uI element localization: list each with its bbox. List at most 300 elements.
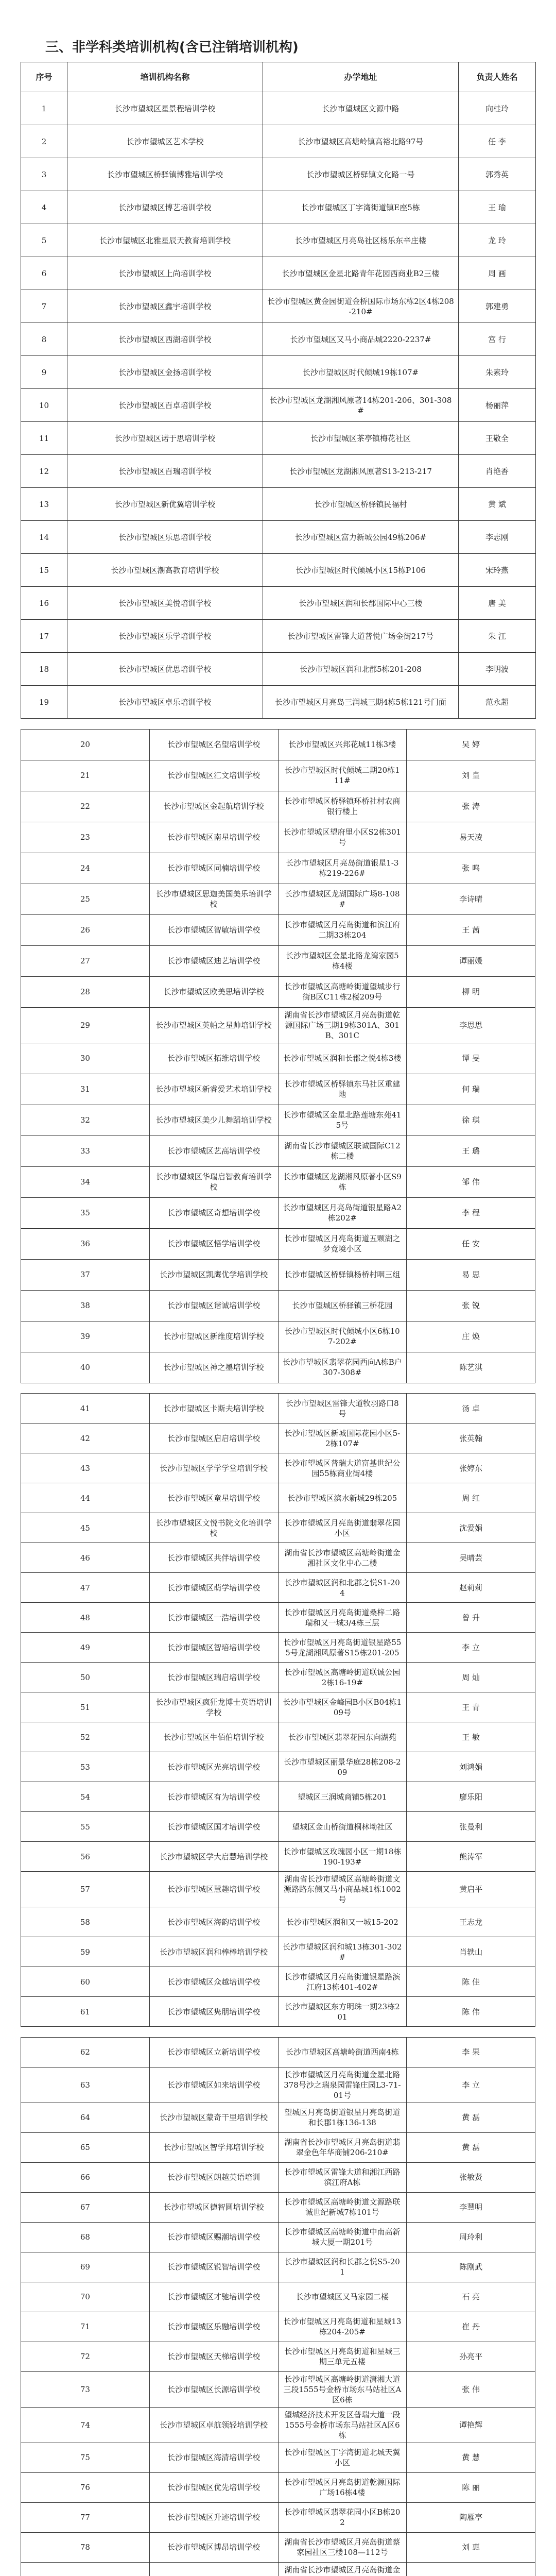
row-number: 67 [21,2192,150,2222]
institution-name: 长沙市望城区凯鹰优学培训学校 [149,1259,278,1290]
table-row [21,620,536,653]
row-number: 46 [21,1543,150,1573]
institution-address: 望城区三润城商铺5栋201 [278,1782,407,1812]
institution-address: 长沙市望城区月亮岛街道桑梓二路瑞和又一城3/4栋三层 [278,1603,407,1633]
person-in-charge: 廖乐阳 [407,1782,535,1812]
institution-name: 长沙市望城区润和棒棒培训学校 [149,1937,278,1967]
table-row [21,2407,535,2443]
institution-name: 长沙市望城区乐学培训学校 [67,620,263,653]
institution-name: 长沙市望城区众越培训学校 [149,1967,278,1997]
institution-name: 长沙市望城区潮高教育培训学校 [67,554,263,587]
person-in-charge: 宫 行 [459,323,536,356]
row-number: 75 [21,2443,150,2472]
table-row [21,1423,535,1453]
institution-name: 长沙市望城区百卓培训学校 [67,389,263,422]
institution-address: 长沙市望城区润和北郡之悦S1-204 [278,1573,407,1603]
institution-name [149,2562,278,2576]
table-header-row [21,62,536,92]
table-row [21,884,535,914]
institution-address: 长沙市望城区润和长郡之悦S5-201 [278,2252,407,2282]
person-in-charge: 徐 琪 [407,1105,535,1136]
row-number: 70 [21,2282,150,2312]
row-number: 4 [21,191,67,224]
institution-address: 长沙市望城区润和城13栋301-302# [278,1937,407,1967]
table-row [21,554,536,587]
institution-name: 长沙市望城区卓乐培训学校 [67,686,263,719]
table-row [21,760,535,791]
institution-name: 长沙市望城区如来培训学校 [149,2067,278,2103]
table-row [21,1483,535,1513]
row-number: 31 [21,1074,150,1105]
institution-address: 长沙市望城区月亮岛街道银星1-3栋219-226# [278,853,407,884]
table-row [21,1692,535,1722]
row-number: 30 [21,1043,150,1074]
institution-name: 长沙市望城区艺术学校 [67,125,263,158]
institution-address: 长沙市望城区雷锋大道和湘江西路滨江府A栋 [278,2162,407,2192]
institution-address: 湖南省长沙市望城区联诚国际C12栋二楼 [278,1136,407,1166]
header-address: 办学地址 [263,62,459,92]
person-in-charge: 陈 伟 [407,1997,535,2027]
institution-name: 长沙市望城区天梯培训学校 [149,2342,278,2371]
person-in-charge: 张曼利 [407,1812,535,1842]
person-in-charge: 王志龙 [407,1907,535,1937]
table-row [21,125,536,158]
table-row [21,1513,535,1543]
row-number: 14 [21,521,67,554]
institution-name: 长沙市望城区共伴培训学校 [149,1543,278,1573]
table-row [21,1228,535,1259]
institution-name: 长沙市望城区国才培训学校 [149,1812,278,1842]
institution-address: 长沙市望城区润和长郡之悦4栋3楼 [278,1043,407,1074]
person-in-charge: 周玲利 [407,2222,535,2252]
institution-name: 长沙市望城区学学学堂培训学校 [149,1453,278,1483]
person-in-charge: 张英翰 [407,1423,535,1453]
institution-address: 长沙市望城区月亮岛街道金星北路378号沙之瑞泉园雷锋庄园L3-71-01号 [278,2067,407,2103]
table-row [21,2282,535,2312]
table-row [21,1633,535,1663]
table-row [21,2162,535,2192]
row-number: 44 [21,1483,150,1513]
table-row [21,853,535,884]
person-in-charge: 庄 焕 [407,1321,535,1352]
institution-name: 长沙市望城区才驰培训学校 [149,2282,278,2312]
row-number: 23 [21,822,150,853]
institution-name: 长沙市望城区百瑞培训学校 [67,455,263,488]
table-row [21,976,535,1007]
group-spacer [21,719,535,729]
person-in-charge: 孙亮平 [407,2342,535,2371]
institution-address: 长沙市望城区又马小商品城2220-2237# [263,323,459,356]
table-row [21,488,536,521]
table-row [21,2472,535,2502]
table-row [21,1136,535,1166]
institution-address: 湖南省长沙市望城区高塘岭街道金湘社区文化中心二楼 [278,1543,407,1573]
institution-name: 长沙市望城区一浩培训学校 [149,1603,278,1633]
institution-name: 长沙市望城区思迦美国美乐培训学校 [149,884,278,914]
person-in-charge: 郭秀英 [459,158,536,191]
table-row [21,2312,535,2342]
institution-address: 长沙市望城区高塘岭街道西南4栋 [278,2037,407,2067]
person-in-charge: 张敏贤 [407,2162,535,2192]
institution-address: 长沙市望城区月亮岛街道和星城13栋204-205# [278,2312,407,2342]
row-number: 49 [21,1633,150,1663]
table-row [21,653,536,686]
institution-name: 长沙市望城区德智圆培训学校 [149,2192,278,2222]
person-in-charge: 张 涛 [407,791,535,822]
table-row [21,257,536,290]
row-number [21,2562,150,2576]
table-row [21,822,535,853]
table-row [21,1074,535,1105]
person-in-charge: 周 画 [459,257,536,290]
table-row [21,1321,535,1352]
person-in-charge: 易 思 [407,1259,535,1290]
institution-address: 长沙市望城区黄金园街道金桥国际市场东栋2区4栋208-210# [263,290,459,323]
person-in-charge: 朱 江 [459,620,536,653]
table-row [21,2562,535,2576]
institution-address: 长沙市望城区雷锋大道牧羽路口8号 [278,1394,407,1423]
institution-name: 长沙市望城区朗越英语培训 [149,2162,278,2192]
training-table-group-4 [21,2027,535,2576]
institution-name: 长沙市望城区谐诚培训学校 [149,1290,278,1321]
institution-address: 长沙市望城区龙湖湘风原著小区S9栋 [278,1166,407,1197]
row-number: 45 [21,1513,150,1543]
institution-address: 长沙市望城区高塘岭街道望城步行街B区C11栋2楼209号 [278,976,407,1007]
institution-address: 长沙市望城区新城国际花园小区5-2栋107# [278,1423,407,1453]
row-number: 54 [21,1782,150,1812]
institution-name: 长沙市望城区启启培训学校 [149,1423,278,1453]
person-in-charge: 易天凌 [407,822,535,853]
row-number: 22 [21,791,150,822]
person-in-charge: 王敬全 [459,422,536,455]
table-row [21,158,536,191]
person-in-charge: 张 伟 [407,2371,535,2407]
institution-name: 长沙市望城区慧趣培训学校 [149,1872,278,1907]
table-row [21,2371,535,2407]
institution-name: 长沙市望城区卓航领轻培训学校 [149,2407,278,2443]
person-in-charge: 郭建勇 [459,290,536,323]
institution-address: 长沙市望城区时代倾城二期20栋111# [278,760,407,791]
table-row [21,1872,535,1907]
person-in-charge: 黄启平 [407,1872,535,1907]
person-in-charge: 周 灿 [407,1663,535,1692]
institution-address: 长沙市望城区时代倾城小区6栋107-202# [278,1321,407,1352]
person-in-charge: 刘鸿娟 [407,1752,535,1782]
person-in-charge: 肖艳香 [459,455,536,488]
row-number: 58 [21,1907,150,1937]
person-in-charge: 任 安 [407,1228,535,1259]
row-number: 13 [21,488,67,521]
institution-name: 长沙市望城区瑞启培训学校 [149,1663,278,1692]
institution-address: 长沙市望城区东方明珠一期23栋201 [278,1997,407,2027]
person-in-charge: 王 敏 [407,1722,535,1752]
row-number: 66 [21,2162,150,2192]
table-row [21,422,536,455]
person-in-charge: 任 李 [459,125,536,158]
table-row [21,1290,535,1321]
institution-name: 长沙市望城区萌学培训学校 [149,1573,278,1603]
institution-name: 长沙市望城区童星培训学校 [149,1483,278,1513]
person-in-charge: 黄 磊 [407,2132,535,2162]
table-row [21,1453,535,1483]
institution-address: 长沙市望城区润和长郡国际中心三楼 [263,587,459,620]
person-in-charge: 汤 卓 [407,1394,535,1423]
institution-address: 长沙市望城区高塘岭街道中南高新城大厦一期201号 [278,2222,407,2252]
row-number: 28 [21,976,150,1007]
person-in-charge: 陈 丽 [407,2472,535,2502]
row-number: 40 [21,1352,150,1383]
institution-address: 长沙市望城区普瑞大道富基世纪公园55栋商业街4楼 [278,1453,407,1483]
institution-address: 长沙市望城区月亮岛街道翡翠花园小区 [278,1513,407,1543]
person-in-charge: 李明波 [459,653,536,686]
table-row [21,1752,535,1782]
table-row [21,1543,535,1573]
institution-name: 长沙市望城区西湖培训学校 [67,323,263,356]
institution-address: 湖南省长沙市望城区月亮岛街道蔡家园社区三楼108—112号 [278,2532,407,2562]
institution-name: 长沙市望城区名望培训学校 [149,729,278,760]
table-row [21,92,536,125]
institution-name: 长沙市望城区学大启慧培训学校 [149,1842,278,1872]
row-number: 39 [21,1321,150,1352]
person-in-charge: 朱素玲 [459,356,536,389]
row-number: 26 [21,914,150,945]
institution-address: 长沙市望城区玫瑰园小区一期18栋190-193# [278,1842,407,1872]
table-row [21,914,535,945]
institution-address: 长沙市望城区时代倾城19栋107# [263,356,459,389]
table-row [21,1603,535,1633]
person-in-charge: 刘 惠 [407,2532,535,2562]
institution-address: 长沙市望城区桥驿镇杨桥村咽三组 [278,1259,407,1290]
person-in-charge: 李诗晴 [407,884,535,914]
institution-name: 长沙市望城区乐融培训学校 [149,2312,278,2342]
table-row [21,1722,535,1752]
institution-name: 长沙市望城区优先培训学校 [149,2472,278,2502]
institution-name: 长沙市望城区桥驿镇博雅培训学校 [67,158,263,191]
institution-address: 长沙市望城区高塘岭街道潇湘大道三段1555号金桥市场东马站社区A区6栋 [278,2371,407,2407]
row-number: 21 [21,760,150,791]
group-spacer [21,1383,535,1394]
institution-name: 长沙市望城区悟学培训学校 [149,1228,278,1259]
institution-name: 长沙市望城区上尚培训学校 [67,257,263,290]
institution-address: 望城区金山桥街道桐林坳社区 [278,1812,407,1842]
row-number: 76 [21,2472,150,2502]
person-in-charge: 龙 玲 [459,224,536,257]
table-row [21,290,536,323]
row-number: 61 [21,1997,150,2027]
row-number: 20 [21,729,150,760]
institution-name: 长沙市望城区乐思培训学校 [67,521,263,554]
row-number: 55 [21,1812,150,1842]
institution-name: 长沙市望城区神之墨培训学校 [149,1352,278,1383]
table-row [21,2037,535,2067]
institution-name: 长沙市望城区智培培训学校 [149,1633,278,1663]
row-number: 16 [21,587,67,620]
row-number: 1 [21,92,67,125]
institution-address: 长沙市望城区金峰园B小区B04栋109号 [278,1692,407,1722]
person-in-charge: 谭艳辉 [407,2407,535,2443]
person-in-charge: 沈爱娟 [407,1513,535,1543]
person-in-charge: 杨丽萍 [459,389,536,422]
institution-address: 长沙市望城区金星北路莲塘东苑415号 [278,1105,407,1136]
table-row [21,2067,535,2103]
row-number: 25 [21,884,150,914]
person-in-charge: 李思思 [407,1007,535,1043]
institution-address: 长沙市望城区月亮岛社区杨乐东辛庄楼 [263,224,459,257]
person-in-charge: 陈 佳 [407,1967,535,1997]
table-row [21,2252,535,2282]
person-in-charge: 邹 伟 [407,1166,535,1197]
person-in-charge: 崔 丹 [407,2312,535,2342]
row-number: 68 [21,2222,150,2252]
row-number: 27 [21,945,150,976]
institution-name: 长沙市望城区美悦培训学校 [67,587,263,620]
table-row [21,2502,535,2532]
row-number: 43 [21,1453,150,1483]
institution-address: 湖南省长沙市望城区月亮岛街道翡翠金色年华商铺206-210# [278,2132,407,2162]
table-row [21,224,536,257]
row-number: 65 [21,2132,150,2162]
institution-name: 长沙市望城区牛佰伯培训学校 [149,1722,278,1752]
institution-address: 长沙市望城区时代倾城小区15栋P106 [263,554,459,587]
row-number: 57 [21,1872,150,1907]
table-row [21,1197,535,1228]
institution-address: 长沙市望城区雷锋大道普悦广场金街217号 [263,620,459,653]
institution-name: 长沙市望城区博艺培训学校 [67,191,263,224]
table-row [21,521,536,554]
institution-name: 长沙市望城区新维度培训学校 [149,1321,278,1352]
row-number: 60 [21,1967,150,1997]
institution-address: 长沙市望城区丽景华庭28栋208-209 [278,1752,407,1782]
row-number: 12 [21,455,67,488]
institution-address: 长沙市望城区金星北路龙湾家园5栋4楼 [278,945,407,976]
table-row [21,1907,535,1937]
institution-name: 长沙市望城区赐潮培训学校 [149,2222,278,2252]
institution-address: 湖南省长沙市望城区月亮岛街道乾源国际广场三期19栋301A、301B、301C [278,1007,407,1043]
person-in-charge: 宋玲燕 [459,554,536,587]
institution-name: 长沙市望城区光亮培训学校 [149,1752,278,1782]
table-row [21,2132,535,2162]
row-number: 50 [21,1663,150,1692]
table-row [21,791,535,822]
table-row [21,1997,535,2027]
institution-name: 长沙市望城区北雅星辰天教育培训学校 [67,224,263,257]
table-row [21,1259,535,1290]
institution-name: 长沙市望城区锐智培训学校 [149,2252,278,2282]
table-row [21,1352,535,1383]
person-in-charge: 肖轶山 [407,1937,535,1967]
institution-address: 长沙市望城区兴邦花城11栋3楼 [278,729,407,760]
institution-name: 长沙市望城区奇想培训学校 [149,1197,278,1228]
row-number: 17 [21,620,67,653]
training-table-group-3 [21,1383,535,2027]
institution-address: 长沙市望城区桥驿镇东马社区重建地 [278,1074,407,1105]
person-in-charge: 李慧明 [407,2192,535,2222]
training-table-group-2 [21,719,535,1383]
row-number: 19 [21,686,67,719]
table-row [21,1043,535,1074]
institution-address: 长沙市望城区龙湖湘风原著S13-213-217 [263,455,459,488]
table-row [21,455,536,488]
person-in-charge: 陈刚武 [407,2252,535,2282]
person-in-charge: 谭 旻 [407,1043,535,1074]
row-number: 72 [21,2342,150,2371]
institution-name: 长沙市望城区诺于思培训学校 [67,422,263,455]
table-row [21,729,535,760]
institution-address: 长沙市望城区桥驿镇环桥社村农商银行楼上 [278,791,407,822]
row-number: 8 [21,323,67,356]
person-in-charge: 李志刚 [459,521,536,554]
institution-name: 长沙市望城区优思培训学校 [67,653,263,686]
person-in-charge: 李 果 [407,2037,535,2067]
institution-address: 长沙市望城区翡翠花园东向湖苑 [278,1722,407,1752]
row-number: 2 [21,125,67,158]
table-row [21,2192,535,2222]
person-in-charge: 黄 磊 [407,2103,535,2132]
person-in-charge: 吴 婷 [407,729,535,760]
person-in-charge: 李 程 [407,1197,535,1228]
institution-name: 长沙市望城区智敏培训学校 [149,914,278,945]
table-row [21,1812,535,1842]
row-number: 15 [21,554,67,587]
row-number: 42 [21,1423,150,1453]
row-number: 10 [21,389,67,422]
row-number: 29 [21,1007,150,1043]
row-number: 3 [21,158,67,191]
institution-address: 望城区月亮岛街道银星月亮岛街道和长郡1栋136-138 [278,2103,407,2132]
row-number: 24 [21,853,150,884]
person-in-charge: 黄 斌 [459,488,536,521]
table-row [21,1842,535,1872]
row-number: 56 [21,1842,150,1872]
person-in-charge: 赵莉莉 [407,1573,535,1603]
institution-address: 长沙市望城区龙湖国际广场8-108# [278,884,407,914]
table-row [21,686,536,719]
institution-address: 长沙市望城区桥驿镇三桥花园 [278,1290,407,1321]
table-row [21,1166,535,1197]
institution-address: 长沙市望城区润和北郡5栋201-208 [263,653,459,686]
institution-address: 长沙市望城区望府里小区S2栋301号 [278,822,407,853]
person-in-charge: 李 立 [407,2067,535,2103]
table-row [21,1967,535,1997]
table-row [21,587,536,620]
header-person: 负责人姓名 [459,62,536,92]
institution-name: 长沙市望城区海清培训学校 [149,2443,278,2472]
institution-address: 长沙市望城区茶亭镇梅花社区 [263,422,459,455]
row-number: 62 [21,2037,150,2067]
person-in-charge: 何 瑞 [407,1074,535,1105]
header-no: 序号 [21,62,67,92]
table-row [21,945,535,976]
person-in-charge: 王 茜 [407,914,535,945]
institution-address: 长沙市望城区富力新城公园49栋206# [263,521,459,554]
row-number: 38 [21,1290,150,1321]
row-number: 74 [21,2407,150,2443]
person-in-charge: 李 立 [407,1633,535,1663]
institution-address: 长沙市望城区月亮岛街道五颗湖之梦竟境小区 [278,1228,407,1259]
institution-name: 长沙市望城区新优翼培训学校 [67,488,263,521]
institution-address: 长沙市望城区丁字湾街道北城天翼小区 [278,2443,407,2472]
training-table-group-1 [21,62,536,719]
person-in-charge: 谭丽媛 [407,945,535,976]
institution-name: 长沙市望城区立新培训学校 [149,2037,278,2067]
institution-name: 长沙市望城区金起航培训学校 [149,791,278,822]
row-number: 59 [21,1937,150,1967]
person-in-charge: 熊涛军 [407,1842,535,1872]
table-row [21,2532,535,2562]
row-number: 9 [21,356,67,389]
table-row [21,2222,535,2252]
row-number: 11 [21,422,67,455]
